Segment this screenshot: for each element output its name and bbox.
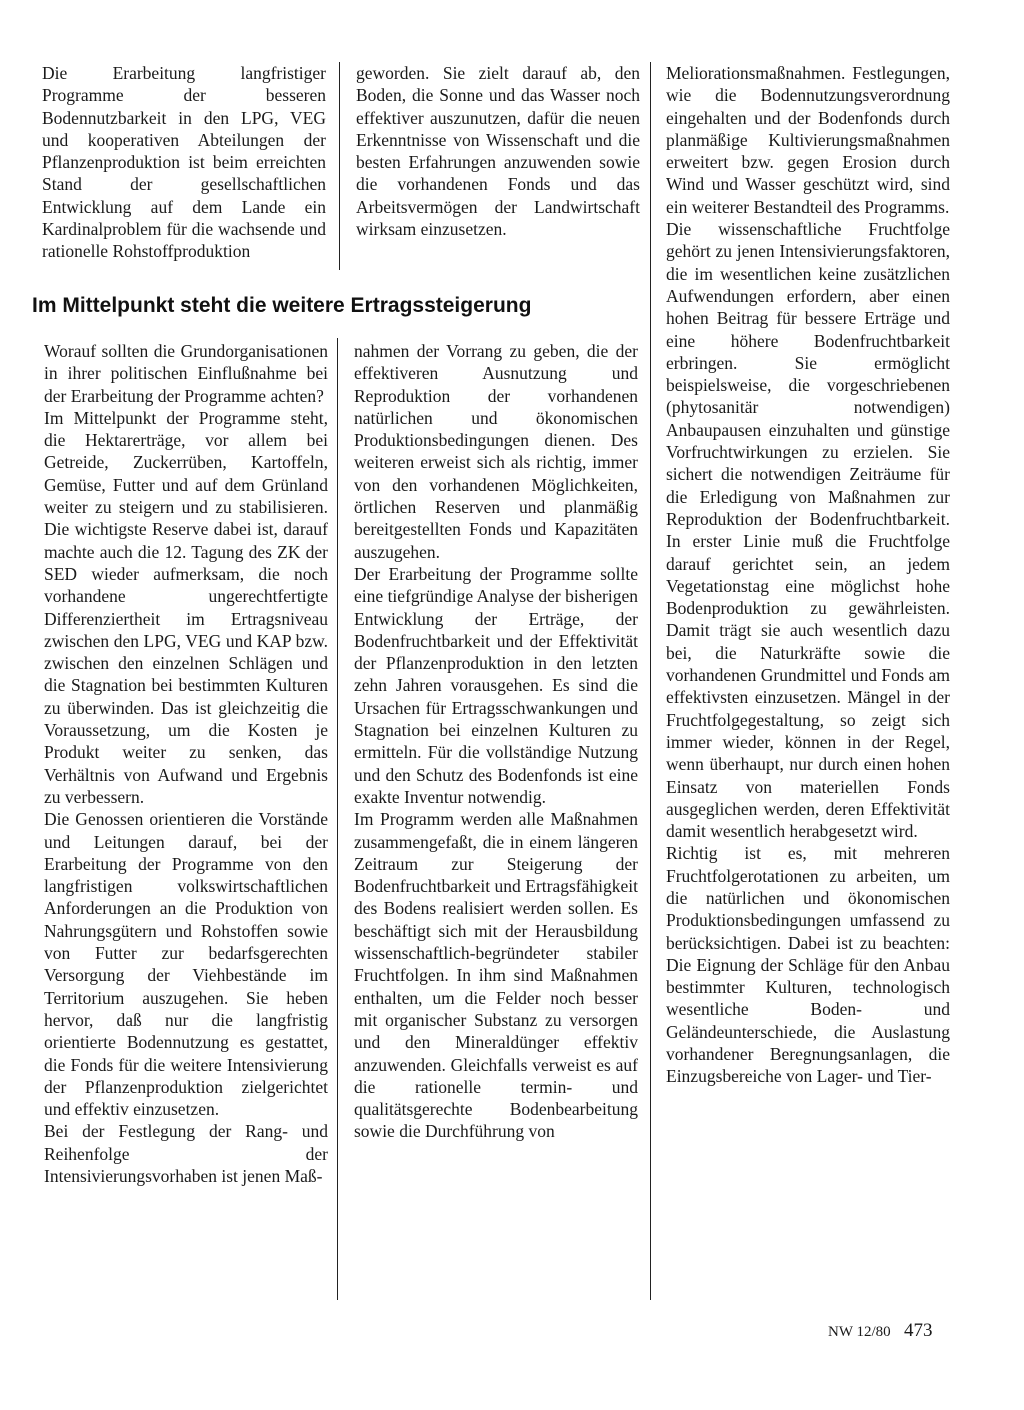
paragraph: Im Programm werden alle Maßnahmen zusammengefaßt, die in einem längeren Zeitraum zur Steigerung der Bodenfruchtbarkeit und Ertragsfähigkeit des Bodens realisiert werden sollen. Es beschäftigt sich mit der Herausbildung wissenschaftlich-begründeter stabiler Fruchtfolgen. In ihm sind Maßnahmen enthalten, um die Felder noch besser mit organischer Substanz zu versorgen und den Mineraldünger effektiv anzuwenden. Gleichfalls verweist es auf die rationelle termin- und qualitätsgerechte Bodenbearbeitung sowie die Durchführung von <box>354 809 638 1142</box>
intro-paragraph-1: Die Erarbeitung langfristiger Programme der besseren Bodennutzbarkeit in den LPG, VEG und kooperativen Abteilungen der Pflanzenproduktion ist beim erreichten Stand der gesellschaftlichen Entwicklung auf dem Lande ein Kardinalproblem für die wachsende und rationelle Rohstoffproduktion <box>42 63 326 262</box>
intro-column-divider <box>339 62 340 270</box>
body-column-2 <box>354 340 638 1300</box>
intro-column-1 <box>42 62 326 280</box>
body-column-1 <box>44 340 328 1300</box>
paragraph: Im Mittelpunkt der Programme steht, die Hektarerträge, vor allem bei Getreide, Zuckerrüben, Kartoffeln, Gemüse, Futter und auf dem Grünland weiter zu steigern und zu stabilisieren. Die wichtigste Reserve dabei ist, darauf machte auch die 12. Tagung des ZK der SED wieder aufmerksam, die noch vorhandene ungerechtfertigte Differenziertheit im Ertragsniveau zwischen den LPG, VEG und KAP bzw. zwischen den einzelnen Schlägen und die Stagnation bei bestimmten Kulturen zu überwinden. Das ist gleichzeitig die Voraussetzung, um die Kosten je Produkt weiter zu senken, das Verhältnis von Aufwand und Ergebnis zu verbessern. <box>44 407 328 807</box>
intro-paragraph-2: geworden. Sie zielt darauf ab, den Boden, die Sonne und das Wasser noch effektiver auszunutzen, dafür die neuen Erkenntnisse von Wissenschaft und die besten Erfahrungen anzuwenden sowie die vorhandenen Fonds und das Arbeitsvermögen der Landwirtschaft wirksam einzusetzen. <box>356 63 640 240</box>
column-divider-2 <box>650 62 651 1300</box>
paragraph: nahmen der Vorrang zu geben, die der effektiveren Ausnutzung und Reproduktion der vorhandenen natürlichen und ökonomischen Produktionsbedingungen dienen. Des weiteren erweist sich als richtig, immer von den vorhandenen Möglichkeiten, örtlichen Reserven und planmäßig bereitgestellten Fonds und Kapazitäten auszugehen. <box>354 341 638 562</box>
page-number: 473 <box>904 1320 933 1341</box>
paragraph: Die wissenschaftliche Fruchtfolge gehört zu jenen Intensivierungsfaktoren, die im wesentlichen keine zusätzlichen Aufwendungen erfordern, aber einen hohen Beitrag für bessere Erträge und eine höhere Bodenfruchtbarkeit erbringen. Sie ermöglicht beispielsweise, die vorgeschriebenen (phytosanitär notwendigen) Anbaupausen einzuhalten und günstige Vorfruchtwirkungen zu erzielen. Sie sichert die notwendigen Zeiträume für die Erledigung von Maßnahmen zur Reproduktion der Bodenfruchtbarkeit. In erster Linie muß die Fruchtfolge darauf gerichtet sein, an jedem Vegetationstag eine möglichst hohe Bodenproduktion zu gewährleisten. Damit trägt sie auch wesentlich dazu bei, die Naturkräfte sowie die vorhandenen Grundmittel und Fonds am effektivsten einzusetzen. Mängel in der Fruchtfolgegestaltung, so zeigt sich immer wieder, können in der Regel, wenn überhaupt, nur durch einen hohen Einsatz von materiellen Fonds ausgeglichen werden, deren Effektivität damit wesentlich herabgesetzt wird. <box>666 219 950 842</box>
paragraph: Richtig ist es, mit mehreren Fruchtfolgerotationen zu arbeiten, um die natürlichen und ökonomischen Produktionsbedingungen umfassend zu berücksichtigen. Dabei ist zu beachten: Die Eignung der Schläge für den Anbau bestimmter Kulturen, technologisch wesentliche Boden- und Geländeunterschiede, die Auslastung vorhandener Beregnungsanlagen, die Einzugsbereiche von Lager- und Tier- <box>666 843 950 1087</box>
intro-column-2 <box>356 62 640 280</box>
paragraph: Worauf sollten die Grundorganisationen in ihrer politischen Einflußnahme bei der Erarbeitung der Programme achten? <box>44 341 328 406</box>
paragraph: Die Genossen orientieren die Vorstände und Leitungen darauf, bei der Erarbeitung der Programme von den langfristigen volkswirtschaftlichen Anforderungen an die Produktion von Nahrungsgütern und Rohstoffen sowie von Futter zur bedarfsgerechten Versorgung der Viehbestände im Territorium auszugehen. Sie heben hervor, daß nur die langfristig orientierte Bodennutzung es gestattet, die Fonds für die weitere Intensivierung der Pflanzenproduktion zielgerichtet und effektiv einzusetzen. <box>44 809 328 1120</box>
column-divider-1 <box>337 338 338 1300</box>
paragraph: Der Erarbeitung der Programme sollte eine tiefgründige Analyse der bisherigen Entwicklung der Erträge, der Bodenfruchtbarkeit und der Effektivität der Pflanzenproduktion in den letzten zehn Jahren vorausgehen. Es sind die Ursachen für Ertragsschwankungen und Stagnation bei einzelnen Kulturen zu ermitteln. Für die vollständige Nutzung und den Schutz des Bodenfonds ist eine exakte Inventur notwendig. <box>354 563 638 807</box>
paragraph: Bei der Festlegung der Rang- und Reihenfolge der Intensivierungsvorhaben ist jenen Maß- <box>44 1121 328 1186</box>
section-heading: Im Mittelpunkt steht die weitere Ertragssteigerung <box>32 294 532 317</box>
issue-reference: NW 12/80 <box>828 1324 891 1340</box>
paragraph: Meliorationsmaßnahmen. Festlegungen, wie die Bodennutzungsverordnung eingehalten und der Bodenfonds durch planmäßige Kultivierungsmaßnahmen erweitert bzw. gegen Erosion durch Wind und Wasser geschützt wird, sind ein weiterer Bestandteil des Programms. <box>666 63 950 217</box>
body-column-3 <box>666 62 950 1302</box>
